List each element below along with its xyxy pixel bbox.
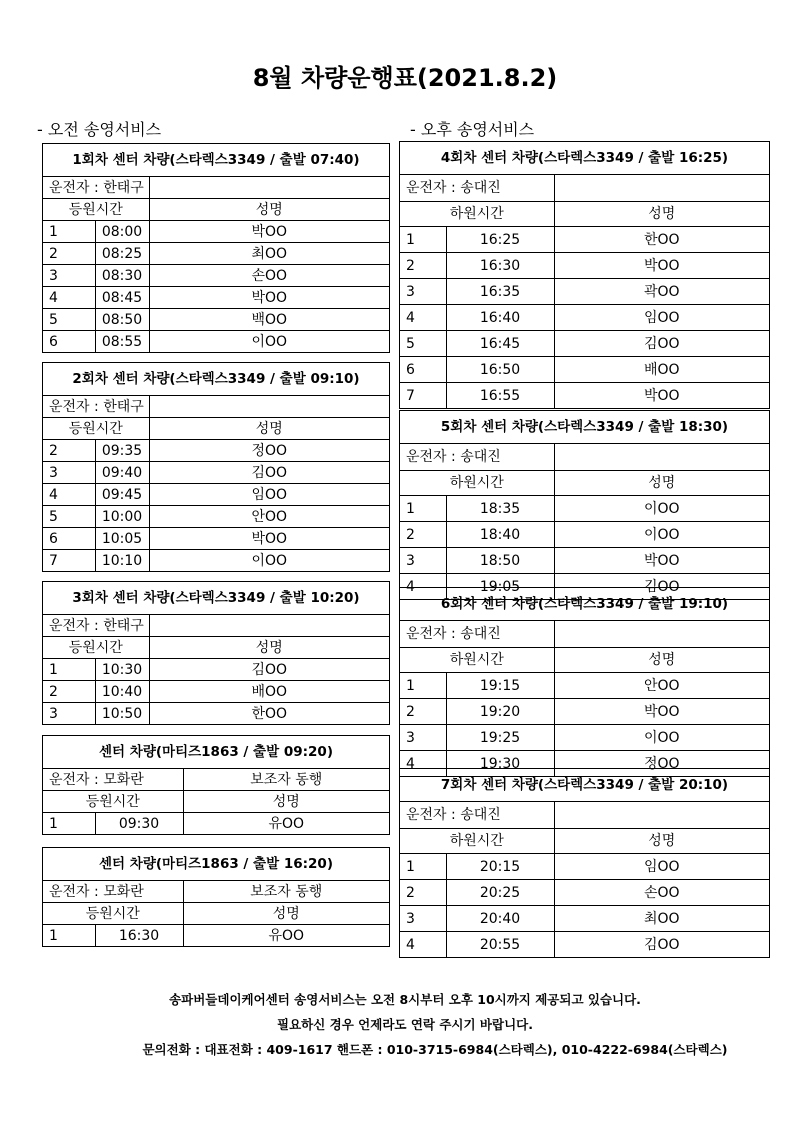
row-name: 안OO <box>149 506 389 528</box>
table-row <box>400 725 769 751</box>
name-header: 성명 <box>149 199 389 221</box>
row-time: 18:40 <box>446 522 554 548</box>
row-no: 1 <box>400 854 446 880</box>
row-time: 09:35 <box>95 440 149 462</box>
driver-cell: 운전자 : 송대진 <box>406 449 501 465</box>
row-no: 4 <box>400 932 446 958</box>
am-section-label: - 오전 송영서비스 <box>37 120 162 139</box>
block-header: 4회차 센터 차량(스타렉스3349 / 출발 16:25) <box>400 142 769 175</box>
row-time: 09:45 <box>95 484 149 506</box>
row-name: 최OO <box>149 243 389 265</box>
driver-cell: 운전자 : 한태구 <box>49 617 144 634</box>
row-time: 08:00 <box>95 221 149 243</box>
table-row <box>400 227 769 253</box>
table-row <box>400 279 769 305</box>
table-row <box>400 699 769 725</box>
name-header: 성명 <box>183 791 389 813</box>
row-time: 19:25 <box>446 725 554 751</box>
row-time: 20:15 <box>446 854 554 880</box>
blank-cell <box>554 444 769 471</box>
time-header: 등원시간 <box>43 791 183 813</box>
row-name: 박OO <box>149 528 389 550</box>
row-time: 10:50 <box>95 703 149 725</box>
table-row <box>43 309 389 331</box>
table-row <box>400 880 769 906</box>
row-time: 16:55 <box>446 383 554 409</box>
row-no: 1 <box>43 221 95 243</box>
block-header: 센터 차량(마티즈1863 / 출발 16:20) <box>43 848 389 881</box>
row-no: 7 <box>400 383 446 409</box>
time-header: 등원시간 <box>43 199 149 221</box>
schedule-block-b9 <box>399 768 770 958</box>
table-row <box>43 331 389 353</box>
row-name: 임OO <box>149 484 389 506</box>
row-name: 김OO <box>149 659 389 681</box>
time-header: 하원시간 <box>400 202 554 227</box>
table-row <box>400 548 769 574</box>
block-header: 6회차 센터 차량(스타렉스3349 / 출발 19:10) <box>400 588 769 621</box>
row-no: 3 <box>400 906 446 932</box>
row-time: 10:05 <box>95 528 149 550</box>
row-no: 2 <box>400 880 446 906</box>
row-time: 10:00 <box>95 506 149 528</box>
row-time: 18:50 <box>446 548 554 574</box>
schedule-block-b4 <box>42 735 390 835</box>
name-header: 성명 <box>554 648 769 673</box>
schedule-table <box>43 177 389 352</box>
row-no: 5 <box>43 506 95 528</box>
row-no: 7 <box>43 550 95 572</box>
footer-line-1: 송파버들데이케어센터 송영서비스는 오전 8시부터 오후 10시까지 제공되고 있습니다. <box>169 992 641 1007</box>
row-time: 08:55 <box>95 331 149 353</box>
table-row <box>43 681 389 703</box>
row-name: 한OO <box>149 703 389 725</box>
row-no: 2 <box>400 522 446 548</box>
row-no: 2 <box>43 440 95 462</box>
row-name: 박OO <box>149 221 389 243</box>
page-title: 8월 차량운행표(2021.8.2) <box>252 64 558 92</box>
row-name: 곽OO <box>554 279 769 305</box>
name-header: 성명 <box>183 903 389 925</box>
table-row <box>43 528 389 550</box>
row-no: 3 <box>43 265 95 287</box>
row-name: 박OO <box>554 253 769 279</box>
schedule-table <box>43 615 389 724</box>
row-no: 3 <box>400 279 446 305</box>
driver-cell: 운전자 : 송대진 <box>406 807 501 823</box>
row-no: 1 <box>43 813 95 835</box>
row-name: 김OO <box>554 331 769 357</box>
row-no: 1 <box>400 673 446 699</box>
driver-cell: 운전자 : 송대진 <box>406 180 501 196</box>
table-row <box>43 813 389 835</box>
table-row <box>43 462 389 484</box>
name-header: 성명 <box>554 202 769 227</box>
table-row <box>43 925 389 947</box>
row-no: 1 <box>43 659 95 681</box>
row-time: 08:25 <box>95 243 149 265</box>
row-name: 김OO <box>149 462 389 484</box>
schedule-block-b6 <box>399 141 770 409</box>
blank-cell <box>554 621 769 648</box>
row-time: 10:30 <box>95 659 149 681</box>
row-time: 16:25 <box>446 227 554 253</box>
row-name: 이OO <box>554 496 769 522</box>
footer-line-2: 필요하신 경우 언제라도 연락 주시기 바랍니다. <box>277 1017 533 1032</box>
schedule-table <box>43 881 389 946</box>
row-no: 5 <box>400 331 446 357</box>
row-name: 백OO <box>149 309 389 331</box>
time-header: 하원시간 <box>400 471 554 496</box>
row-time: 09:40 <box>95 462 149 484</box>
table-row <box>400 673 769 699</box>
time-header: 등원시간 <box>43 637 149 659</box>
blank-cell <box>149 396 389 418</box>
row-no: 4 <box>43 287 95 309</box>
row-time: 19:15 <box>446 673 554 699</box>
schedule-table <box>400 175 769 408</box>
driver-cell: 운전자 : 모화란 <box>49 883 144 900</box>
row-name: 유OO <box>183 925 389 947</box>
row-no: 2 <box>400 253 446 279</box>
row-name: 이OO <box>554 725 769 751</box>
block-header: 7회차 센터 차량(스타렉스3349 / 출발 20:10) <box>400 769 769 802</box>
row-name: 박OO <box>554 383 769 409</box>
row-no: 6 <box>400 357 446 383</box>
row-name: 배OO <box>149 681 389 703</box>
name-header: 성명 <box>149 637 389 659</box>
table-row <box>400 253 769 279</box>
row-time: 08:50 <box>95 309 149 331</box>
block-header: 1회차 센터 차량(스타렉스3349 / 출발 07:40) <box>43 144 389 177</box>
row-no: 2 <box>400 699 446 725</box>
blank-cell <box>149 177 389 199</box>
schedule-table <box>43 769 389 834</box>
row-time: 20:40 <box>446 906 554 932</box>
schedule-block-b5 <box>42 847 390 947</box>
table-row <box>43 506 389 528</box>
row-time: 16:45 <box>446 331 554 357</box>
row-no: 2 <box>43 243 95 265</box>
table-row <box>43 440 389 462</box>
table-row <box>400 854 769 880</box>
row-no: 4 <box>400 305 446 331</box>
row-time: 19:05 <box>446 574 554 600</box>
schedule-block-b8 <box>399 587 770 777</box>
row-time: 16:30 <box>95 925 183 947</box>
schedule-table <box>400 802 769 957</box>
row-no: 3 <box>400 725 446 751</box>
block-header: 5회차 센터 차량(스타렉스3349 / 출발 18:30) <box>400 411 769 444</box>
row-time: 16:30 <box>446 253 554 279</box>
row-time: 10:40 <box>95 681 149 703</box>
row-no: 3 <box>43 462 95 484</box>
row-name: 임OO <box>554 854 769 880</box>
row-no: 3 <box>43 703 95 725</box>
row-name: 김OO <box>554 932 769 958</box>
schedule-block-b1 <box>42 143 390 353</box>
table-row <box>43 550 389 572</box>
row-time: 19:30 <box>446 751 554 777</box>
row-no: 6 <box>43 331 95 353</box>
time-header: 등원시간 <box>43 418 149 440</box>
table-row <box>43 287 389 309</box>
driver-cell: 운전자 : 모화란 <box>49 771 144 788</box>
row-no: 6 <box>43 528 95 550</box>
schedule-block-b7 <box>399 410 770 600</box>
name-header: 성명 <box>149 418 389 440</box>
name-header: 성명 <box>554 829 769 854</box>
row-no: 4 <box>43 484 95 506</box>
row-no: 4 <box>400 751 446 777</box>
table-row <box>400 496 769 522</box>
row-time: 16:50 <box>446 357 554 383</box>
block-header: 2회차 센터 차량(스타렉스3349 / 출발 09:10) <box>43 363 389 396</box>
row-time: 09:30 <box>95 813 183 835</box>
row-name: 박OO <box>554 548 769 574</box>
row-name: 유OO <box>183 813 389 835</box>
row-time: 16:35 <box>446 279 554 305</box>
row-name: 이OO <box>149 550 389 572</box>
table-row <box>400 522 769 548</box>
row-name: 안OO <box>554 673 769 699</box>
row-name: 한OO <box>554 227 769 253</box>
row-time: 19:20 <box>446 699 554 725</box>
table-row <box>43 659 389 681</box>
assistant-cell: 보조자 동행 <box>183 769 389 791</box>
driver-cell: 운전자 : 한태구 <box>49 398 144 415</box>
driver-cell: 운전자 : 송대진 <box>406 626 501 642</box>
row-no: 4 <box>400 574 446 600</box>
row-no: 5 <box>43 309 95 331</box>
table-row <box>400 906 769 932</box>
assistant-cell: 보조자 동행 <box>183 881 389 903</box>
blank-cell <box>554 175 769 202</box>
row-no: 1 <box>43 925 95 947</box>
row-time: 08:45 <box>95 287 149 309</box>
row-name: 임OO <box>554 305 769 331</box>
table-row <box>400 305 769 331</box>
row-name: 배OO <box>554 357 769 383</box>
row-time: 20:55 <box>446 932 554 958</box>
time-header: 하원시간 <box>400 829 554 854</box>
time-header: 등원시간 <box>43 903 183 925</box>
row-no: 2 <box>43 681 95 703</box>
row-name: 박OO <box>149 287 389 309</box>
row-time: 08:30 <box>95 265 149 287</box>
row-name: 정OO <box>554 751 769 777</box>
row-time: 16:40 <box>446 305 554 331</box>
row-time: 20:25 <box>446 880 554 906</box>
table-row <box>400 331 769 357</box>
row-name: 이OO <box>149 331 389 353</box>
table-row <box>400 357 769 383</box>
row-name: 정OO <box>149 440 389 462</box>
block-header: 3회차 센터 차량(스타렉스3349 / 출발 10:20) <box>43 582 389 615</box>
row-no: 1 <box>400 227 446 253</box>
row-name: 손OO <box>554 880 769 906</box>
table-row <box>43 221 389 243</box>
row-time: 18:35 <box>446 496 554 522</box>
table-row <box>43 265 389 287</box>
row-name: 박OO <box>554 699 769 725</box>
pm-section-label: - 오후 송영서비스 <box>410 120 535 139</box>
row-name: 손OO <box>149 265 389 287</box>
driver-cell: 운전자 : 한태구 <box>49 179 144 196</box>
row-no: 3 <box>400 548 446 574</box>
blank-cell <box>554 802 769 829</box>
row-no: 1 <box>400 496 446 522</box>
table-row <box>43 484 389 506</box>
schedule-table <box>400 444 769 599</box>
table-row <box>43 703 389 725</box>
row-name: 이OO <box>554 522 769 548</box>
schedule-block-b2 <box>42 362 390 572</box>
row-name: 김OO <box>554 574 769 600</box>
row-time: 10:10 <box>95 550 149 572</box>
block-header: 센터 차량(마티즈1863 / 출발 09:20) <box>43 736 389 769</box>
table-row <box>400 932 769 958</box>
time-header: 하원시간 <box>400 648 554 673</box>
schedule-table <box>43 396 389 571</box>
row-name: 최OO <box>554 906 769 932</box>
schedule-block-b3 <box>42 581 390 725</box>
table-row <box>43 243 389 265</box>
footer-contact: 문의전화 : 대표전화 : 409-1617 핸드폰 : 010-3715-6984(스타렉스), 010-4222-6984(스타렉스) <box>142 1042 728 1057</box>
name-header: 성명 <box>554 471 769 496</box>
blank-cell <box>149 615 389 637</box>
table-row <box>400 383 769 409</box>
schedule-table <box>400 621 769 776</box>
